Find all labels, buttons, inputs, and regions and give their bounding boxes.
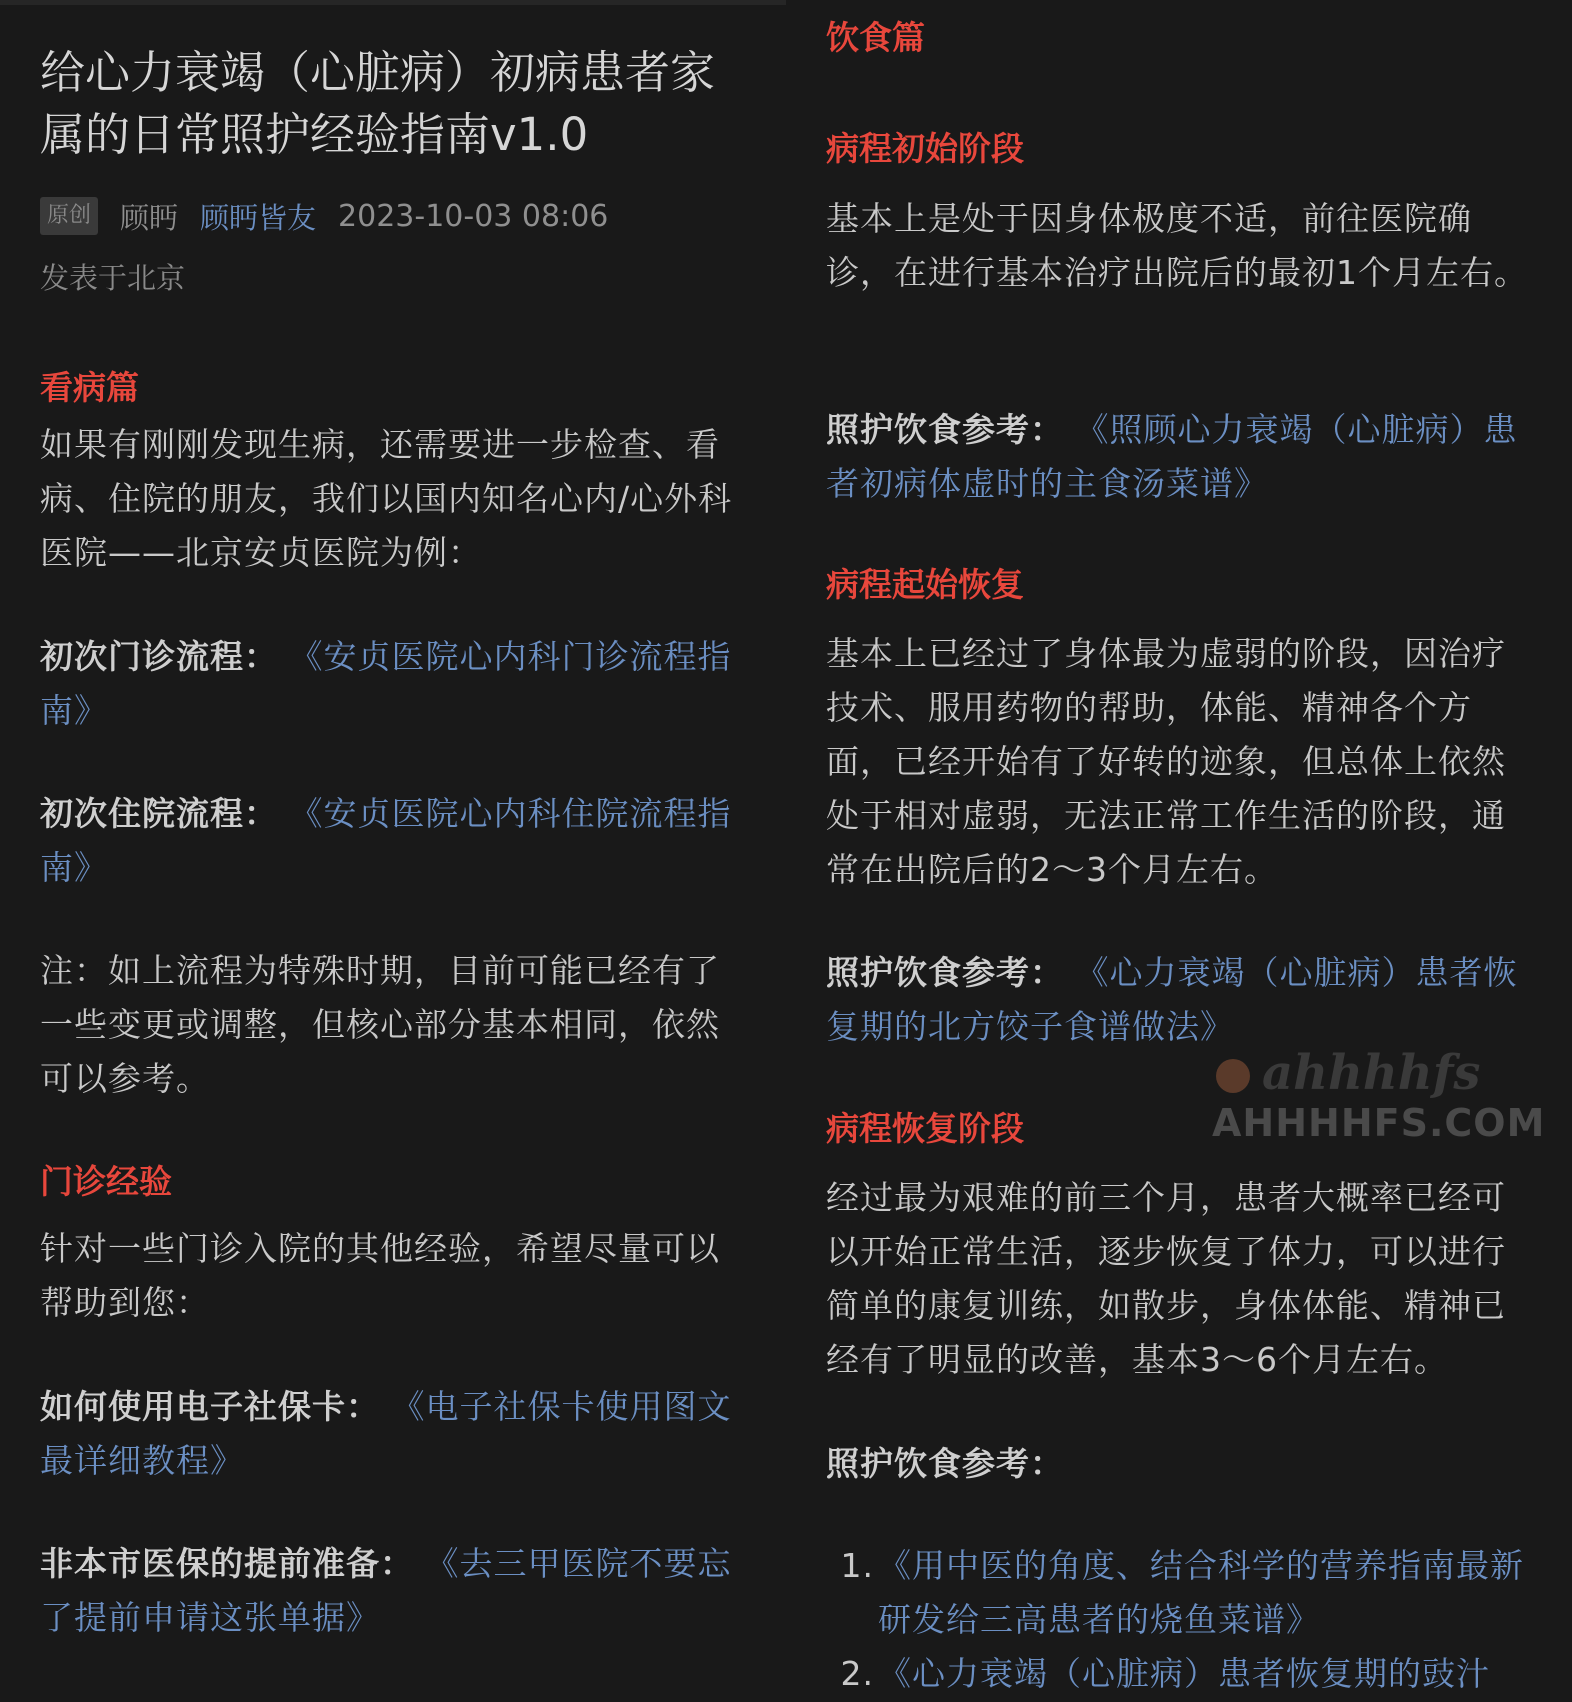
diet-ref-label: 照护饮食参考	[826, 1444, 1030, 1483]
stage3-text: 经过最为艰难的前三个月，患者大概率已经可以开始正常生活，逐步恢复了体力，可以进行简单的康复训练，如散步，身体体能、精神已经有了明显的改善，基本3～6个月左右。	[826, 1178, 1506, 1379]
diet-ref-label: 照护饮食参考	[826, 410, 1030, 449]
list-number: 1.	[840, 1546, 874, 1585]
article-title: 给心力衰竭（心脏病）初病患者家属的日常照护经验指南v1.0	[40, 46, 716, 161]
stage3-heading: 病程恢复阶段	[826, 1109, 1024, 1148]
publish-date: 2023-10-03 08:06	[338, 198, 609, 234]
recipe-list	[826, 1539, 1534, 1701]
stage3-diet-ref: 照护饮食参考：	[826, 1444, 1064, 1483]
inpatient-label: 初次住院流程	[40, 794, 244, 833]
article-meta	[40, 195, 608, 237]
site-watermark	[1212, 1045, 1546, 1145]
insurance-prep-link[interactable]: 《去三甲医院不要忘了提前申请这张单据》	[40, 1544, 732, 1637]
stage1-text: 基本上是处于因身体极度不适，前往医院确诊，在进行基本治疗出院后的最初1个月左右。	[826, 199, 1528, 292]
social-card-link[interactable]: 《电子社保卡使用图文最详细教程》	[40, 1387, 732, 1480]
stage2-text: 基本上已经过了身体最为虚弱的阶段，因治疗技术、服用药物的帮助，体能、精神各个方面，已经开始有了好转的迹象，但总体上依然处于相对虚弱，无法正常工作生活的阶段，通常在出院后的2～3个月左右。	[826, 634, 1506, 889]
original-badge: 原创	[40, 197, 98, 235]
list-number: 2.	[840, 1654, 874, 1693]
diet-ref-label: 照护饮食参考	[826, 953, 1030, 992]
account-link[interactable]: 顾眄皆友	[200, 200, 317, 235]
insurance-prep-item: 非本市医保的提前准备： 《去三甲医院不要忘了提前申请这张单据》	[40, 1544, 732, 1637]
inpatient-guide-link[interactable]: 《安贞医院心内科住院流程指南》	[40, 794, 732, 887]
visit-intro: 如果有刚刚发现生病，还需要进一步检查、看病、住院的朋友，我们以国内知名心内/心外科医院——北京安贞医院为例：	[40, 425, 733, 572]
author-name: 顾眄	[120, 200, 179, 235]
publish-location: 发表于北京	[40, 261, 186, 295]
watermark-domain: AHHHHFS.COM	[1212, 1101, 1546, 1145]
watermark-script: ahhhhfs	[1262, 1045, 1481, 1101]
social-card-label: 如何使用电子社保卡	[40, 1387, 346, 1426]
outpatient-label: 初次门诊流程	[40, 637, 244, 676]
recipe-link[interactable]: 《心力衰竭（心脏病）患者恢复期的豉汁	[878, 1654, 1490, 1693]
section-heading-visit: 看病篇	[40, 368, 139, 407]
stage1-diet-ref: 照护饮食参考： 《照顾心力衰竭（心脏病）患者初病体虚时的主食汤菜谱》	[826, 410, 1518, 503]
insurance-prep-label: 非本市医保的提前准备	[40, 1544, 380, 1583]
stage1-recipe-link[interactable]: 《照顾心力衰竭（心脏病）患者初病体虚时的主食汤菜谱》	[826, 410, 1518, 503]
recipe-list-item	[826, 1647, 1534, 1701]
top-border	[0, 0, 786, 5]
stage2-recipe-link[interactable]: 《心力衰竭（心脏病）患者恢复期的北方饺子食谱做法》	[826, 953, 1518, 1046]
stage1-heading: 病程初始阶段	[826, 129, 1024, 168]
outpatient-intro: 针对一些门诊入院的其他经验，希望尽量可以帮助到您：	[40, 1229, 720, 1322]
outpatient-guide-link[interactable]: 《安贞医院心内科门诊流程指南》	[40, 637, 732, 730]
social-card-item: 如何使用电子社保卡： 《电子社保卡使用图文最详细教程》	[40, 1387, 732, 1480]
note-text: 注：如上流程为特殊时期，目前可能已经有了一些变更或调整，但核心部分基本相同，依然可以参考。	[40, 951, 720, 1098]
section-heading-outpatient: 门诊经验	[40, 1162, 172, 1201]
recipe-link[interactable]: 《用中医的角度、结合科学的营养指南最新研发给三高患者的烧鱼菜谱》	[878, 1546, 1524, 1639]
inpatient-process: 初次住院流程： 《安贞医院心内科住院流程指南》	[40, 794, 732, 887]
stage2-diet-ref: 照护饮食参考： 《心力衰竭（心脏病）患者恢复期的北方饺子食谱做法》	[826, 953, 1518, 1046]
section-heading-diet: 饮食篇	[826, 18, 925, 57]
outpatient-process: 初次门诊流程： 《安贞医院心内科门诊流程指南》	[40, 637, 732, 730]
mascot-icon	[1216, 1059, 1250, 1093]
stage2-heading: 病程起始恢复	[826, 565, 1024, 604]
recipe-list-item	[826, 1539, 1534, 1647]
